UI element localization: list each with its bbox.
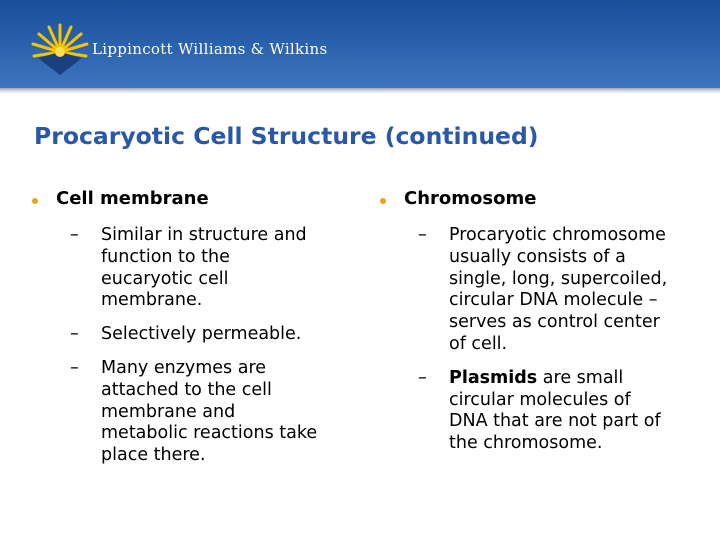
publisher-name: Lippincott Williams & Wilkins [92,40,328,58]
text-line: membrane. [101,290,203,311]
text-line: of cell. [449,333,508,354]
left-column [30,187,360,479]
sub-list-right [378,225,708,455]
bullet-heading: Chromosome [404,188,537,209]
text-line: metabolic reactions take [101,423,318,444]
dash-marker: – [418,225,427,245]
slide-title: Procaryotic Cell Structure (continued) [34,122,539,150]
sub-item-text [101,225,360,312]
text-line: the chromosome. [449,433,603,454]
text-line: usually consists of a [449,246,626,267]
text-line: membrane and [101,401,236,422]
sub-item [30,358,360,467]
sub-item-text [101,358,360,467]
sub-item [378,225,708,356]
sub-item-text [449,368,708,455]
text-line: circular DNA molecule – [449,290,658,311]
bullet-heading: Cell membrane [56,188,209,209]
sub-list-left [30,225,360,467]
header-shadow [0,88,720,94]
text-line: function to the [101,246,230,267]
dash-marker: – [70,324,79,345]
text-line: Selectively permeable. [101,324,302,345]
text-line: DNA that are not part of [449,411,661,432]
bullet-chromosome [378,187,708,211]
text-line: Plasmids are small [449,367,624,388]
sub-item-text [449,225,708,356]
text-line: Many enzymes are [101,357,267,378]
bullet-cell-membrane [30,187,360,211]
sub-item [30,324,360,346]
text-line: circular molecules of [449,389,631,410]
text-line: Procaryotic chromosome [449,225,666,245]
text-line: eucaryotic cell [101,268,229,289]
text-line: place there. [101,445,206,466]
sunburst-icon [30,22,90,78]
dash-marker: – [418,367,427,388]
text-line: Similar in structure and [101,225,307,245]
sub-item [30,225,360,312]
dash-marker: – [70,225,79,245]
bullet-dot [380,198,386,204]
sub-item-text [101,324,360,346]
header-banner [0,0,720,88]
text-line: single, long, supercoiled, [449,268,668,289]
right-column [378,187,708,467]
sub-item [378,368,708,455]
text-line: attached to the cell [101,379,272,400]
text-line: serves as control center [449,312,660,333]
bullet-dot [32,198,38,204]
dash-marker: – [70,357,79,378]
